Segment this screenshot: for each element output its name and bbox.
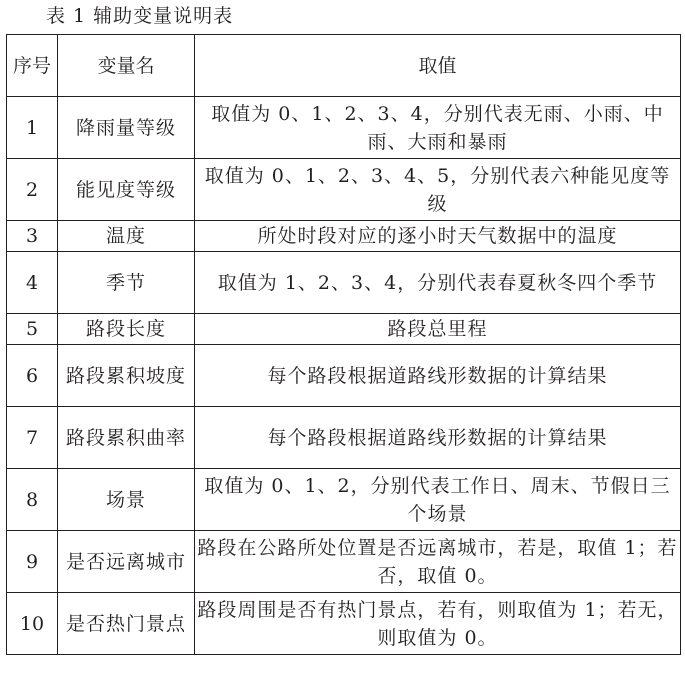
table-row bbox=[7, 469, 681, 531]
row-value: 取值为 0、1、2、3、4，分别代表无雨、小雨、中雨、大雨和暴雨 bbox=[195, 97, 681, 159]
row-index: 6 bbox=[7, 345, 58, 407]
row-name: 是否热门景点 bbox=[58, 593, 195, 655]
row-value: 取值为 0、1、2，分别代表工作日、周末、节假日三个场景 bbox=[195, 469, 681, 531]
row-index: 10 bbox=[7, 593, 58, 655]
row-name: 路段累积曲率 bbox=[58, 407, 195, 469]
row-value: 路段在公路所处位置是否远离城市，若是，取值 1；若否，取值 0。 bbox=[195, 531, 681, 593]
table-row bbox=[7, 407, 681, 469]
row-index: 4 bbox=[7, 252, 58, 314]
row-name: 路段累积坡度 bbox=[58, 345, 195, 407]
row-value: 路段总里程 bbox=[195, 314, 681, 345]
row-value: 每个路段根据道路线形数据的计算结果 bbox=[195, 407, 681, 469]
row-value: 每个路段根据道路线形数据的计算结果 bbox=[195, 345, 681, 407]
header-name: 变量名 bbox=[58, 35, 195, 97]
row-index: 7 bbox=[7, 407, 58, 469]
row-value: 取值为 1、2、3、4，分别代表春夏秋冬四个季节 bbox=[195, 252, 681, 314]
table-row bbox=[7, 593, 681, 655]
table-caption: 表 1 辅助变量说明表 bbox=[46, 5, 234, 27]
row-name: 是否远离城市 bbox=[58, 531, 195, 593]
row-value: 路段周围是否有热门景点，若有，则取值为 1；若无，则取值为 0。 bbox=[195, 593, 681, 655]
table-row bbox=[7, 97, 681, 159]
row-value: 所处时段对应的逐小时天气数据中的温度 bbox=[195, 221, 681, 252]
table-row bbox=[7, 221, 681, 252]
table-row bbox=[7, 159, 681, 221]
row-name: 路段长度 bbox=[58, 314, 195, 345]
table-row bbox=[7, 252, 681, 314]
row-index: 2 bbox=[7, 159, 58, 221]
row-name: 能见度等级 bbox=[58, 159, 195, 221]
table-row bbox=[7, 314, 681, 345]
row-name: 温度 bbox=[58, 221, 195, 252]
auxiliary-variables-table bbox=[6, 34, 681, 655]
header-row bbox=[7, 35, 681, 97]
row-index: 8 bbox=[7, 469, 58, 531]
row-name: 场景 bbox=[58, 469, 195, 531]
table-row bbox=[7, 531, 681, 593]
table-row bbox=[7, 345, 681, 407]
row-index: 5 bbox=[7, 314, 58, 345]
row-index: 1 bbox=[7, 97, 58, 159]
row-value: 取值为 0、1、2、3、4、5，分别代表六种能见度等级 bbox=[195, 159, 681, 221]
header-value: 取值 bbox=[195, 35, 681, 97]
row-name: 季节 bbox=[58, 252, 195, 314]
row-name: 降雨量等级 bbox=[58, 97, 195, 159]
row-index: 9 bbox=[7, 531, 58, 593]
row-index: 3 bbox=[7, 221, 58, 252]
header-index: 序号 bbox=[7, 35, 58, 97]
